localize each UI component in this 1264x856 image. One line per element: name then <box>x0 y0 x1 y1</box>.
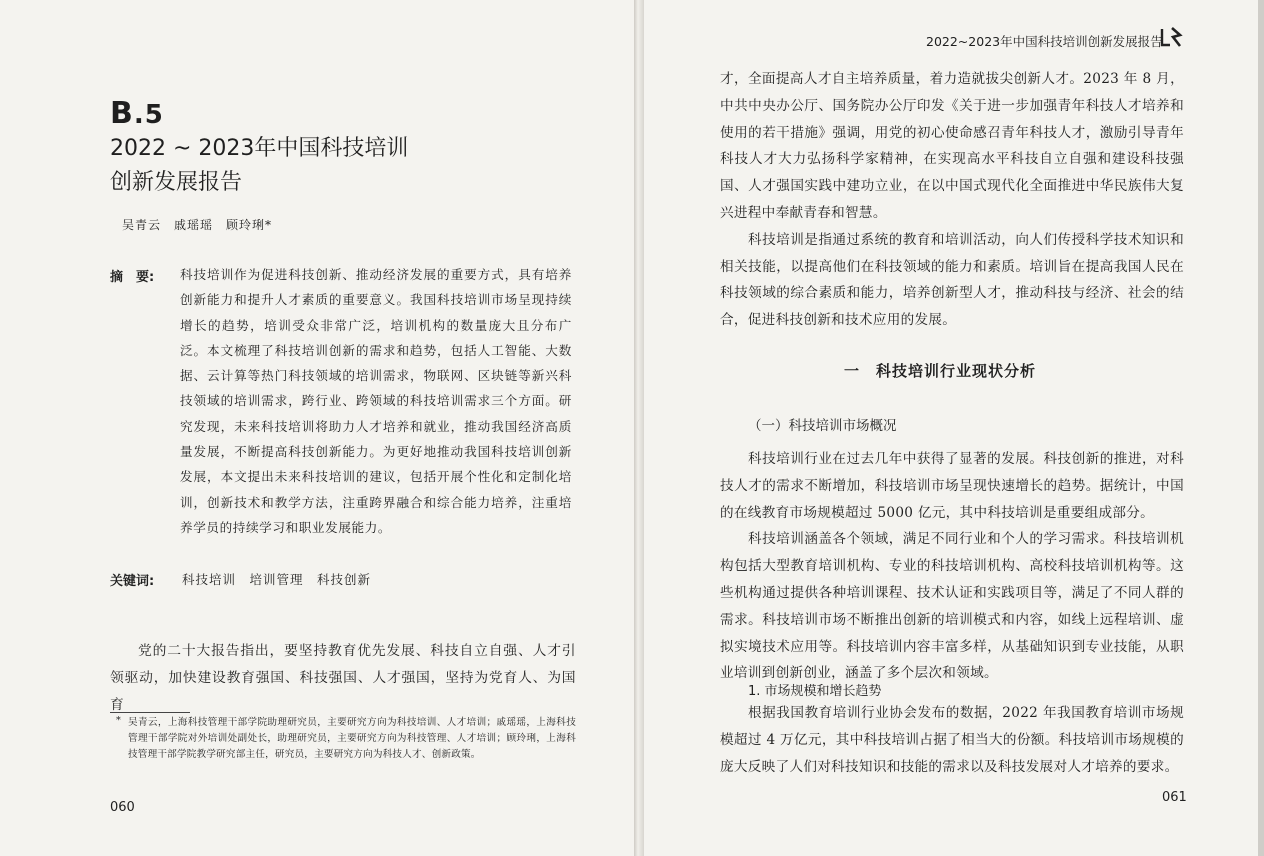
page-edge <box>1258 0 1264 856</box>
title-line-2: 创新发展报告 <box>110 170 243 195</box>
right-page <box>644 0 1264 856</box>
keywords-label: 关键词: <box>110 574 155 589</box>
page-number-right: 061 <box>1162 790 1187 805</box>
authors: 吴青云 戚瑶瑶 顾玲琍* <box>122 218 273 232</box>
paragraph-scale: 根据我国教育培训行业协会发布的数据，2022 年我国教育培训市场规模超过 4 万亿元，其中科技培训占据了相当大的份额。科技培训市场规模的庞大反映了人们对科技知识和技能的需求以及科技发展对人才培养的要求。 <box>720 705 1184 775</box>
section-letter: B <box>110 96 134 131</box>
footnote-text: 吴青云，上海科技管理干部学院助理研究员，主要研究方向为科技培训、人才培训；戚瑶瑶，上海科技管理干部学院对外培训处副处长，助理研究员，主要研究方向为科技管理、人才培训；顾玲琍，上海科技管理干部学院教学研究部主任，研究员，主要研究方向为科技人才、创新政策。 <box>128 717 576 760</box>
paragraph-continued: 才，全面提高人才自主培养质量，着力造就拔尖创新人才。2023 年 8 月，中共中央办公厅、国务院办公厅印发《关于进一步加强青年科技人才培养和使用的若干措施》强调，用党的初心使命感召青年科技人才，激励引导青年科技人才大力弘扬科学家精神，在实现高水平科技自立自强和建设科技强国、人才强国实践中建功立业，在以中国式现代化全面推进中华民族伟大复兴进程中奉献青春和智慧。 <box>720 71 1184 221</box>
body-block-scale <box>720 700 1184 780</box>
heading-level-1: 一 科技培训行业现状分析 <box>844 362 1037 380</box>
paragraph-market-2: 科技培训涵盖各个领域，满足不同行业和个人的学习需求。科技培训机构包括大型教育培训机构、专业的科技培训机构、高校科技培训机构等。这些机构通过提供各种培训课程、技术认证和实践项目等，满足了不同人群的需求。科技培训市场不断推出创新的培训模式和内容，如线上远程培训、虚拟实境技术应用等。科技培训内容丰富多样，从基础知识到专业技能，从职业培训到创新创业，涵盖了多个层次和领域。 <box>720 531 1184 682</box>
book-gutter <box>634 0 644 856</box>
abstract-text: 科技培训作为促进科技创新、推动经济发展的重要方式，具有培养创新能力和提升人才素质的重要意义。我国科技培训市场呈现持续增长的趋势，培训受众非常广泛，培训机构的数量庞大且分布广泛。本文梳理了科技培训创新的需求和趋势，包括人工智能、大数据、云计算等热门科技领域的培训需求，物联网、区块链等新兴科技领域的培训需求，跨行业、跨领域的科技培训需求三个方面。研究发现，未来科技培训将助力人才培养和就业，推动我国经济高质量发展，不断提高科技创新能力。为更好地推动我国科技培训创新发展，本文提出未来科技培训的建议，包括开展个性化和定制化培训，创新技术和教学方法，注重跨界融合和综合能力培养，注重培养学员的持续学习和职业发展能力。 <box>180 267 572 535</box>
title-line-1: 2022 ~ 2023年中国科技培训 <box>110 136 409 161</box>
abstract-label: 摘 要: <box>110 270 155 285</box>
keywords-text: 科技培训 培训管理 科技创新 <box>182 572 372 587</box>
page-number-left: 060 <box>110 800 135 815</box>
chapter-title <box>110 132 408 200</box>
paragraph-definition: 科技培训是指通过系统的教育和培训活动，向人们传授科学技术知识和相关技能，以提高他们在科技领域的能力和素质。培训旨在提高我国人民在科技领域的综合素质和能力，培养创新型人才，推动科技与经济、社会的结合，促进科技创新和技术应用的发展。 <box>720 231 1184 329</box>
body-block-top <box>720 66 1184 334</box>
body-block-market <box>720 446 1184 687</box>
body-paragraph: 党的二十大报告指出，要坚持教育优先发展、科技自立自强、人才引领驱动，加快建设教育强国、科技强国、人才强国，坚持为党育人、为国育 <box>110 643 576 713</box>
section-number: .5 <box>133 100 164 130</box>
running-head: 2022~2023年中国科技培训创新发展报告 <box>926 34 1163 49</box>
footnote-rule <box>110 712 190 713</box>
heading-level-2: （一）科技培训市场概况 <box>748 418 897 434</box>
heading-level-3: 1. 市场规模和增长趋势 <box>748 684 882 699</box>
paragraph-market-1: 科技培训行业在过去几年中获得了显著的发展。科技创新的推进，对科技人才的需求不断增加，科技培训市场呈现快速增长的趋势。据统计，中国的在线教育市场规模超过 5000 亿元，其中科技培训是重要组成部分。 <box>720 451 1184 521</box>
footnote-marker: * <box>116 715 121 726</box>
section-mark <box>110 96 164 131</box>
book-logo-icon <box>1159 26 1185 48</box>
